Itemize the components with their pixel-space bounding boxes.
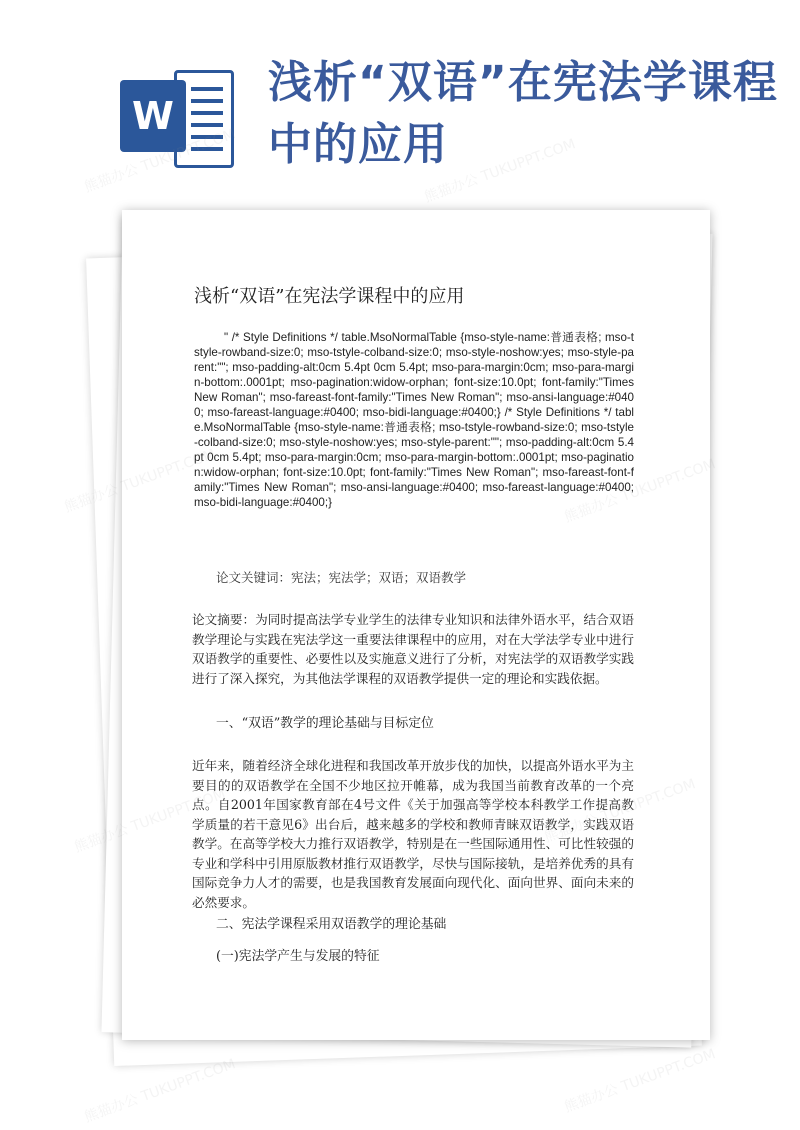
section-heading-1: 一、“双语”教学的理论基础与目标定位 — [216, 716, 434, 731]
keywords-line: 论文关键词：宪法；宪法学；双语；双语教学 — [216, 570, 467, 585]
banner-title: 浅析“双语”在宪法学课程中的应用 — [268, 57, 778, 170]
abstract-paragraph: 论文摘要：为同时提高法学专业学生的法律专业知识和法律外语水平，结合双语教学理论与实践在宪法学这一重要法律课程中的应用，对在大学法学专业中进行双语教学的重要性、必要性以及实施意义进行了分析，对宪法学的双语教学实践进行了深入探究，为其他法学课程的双语教学提供一定的理论和实践依据。 — [192, 612, 634, 686]
word-letter-badge: W — [120, 80, 186, 152]
subsection-heading-1: (一)宪法学产生与发展的特征 — [216, 949, 380, 964]
style-definitions-text: " /* Style Definitions */ table.MsoNormalTable {mso-style-name:普通表格; mso-tstyle-rowband-size:0; mso-tstyle-colband-size:0; mso-style-noshow:yes; mso-style-parent:""; mso-padding-alt:0cm 5.4pt 0cm 5.4pt; mso-para-margin:0cm; mso-para-margin-bottom:.0001pt; mso-pagination:widow-orphan; font-size:10.0pt; font-family:"Times New Roman"; mso-fareast-font-family:"Times New Roman"; mso-ansi-language:#0400; mso-fareast-language:#0400; mso-bidi-language:#0400;} /* Style Definitions */ table.MsoNormalTable {mso-style-name:普通表格; mso-tstyle-rowband-size:0; mso-tstyle-colband-size:0; mso-style-noshow:yes; mso-style-parent:""; mso-padding-alt:0cm 5.4pt 0cm 5.4pt; mso-para-margin:0cm; mso-para-margin-bottom:.0001pt; mso-pagination:widow-orphan; font-size:10.0pt; font-family:"Times New Roman"; mso-fareast-font-family:"Times New Roman"; mso-ansi-language:#0400; mso-fareast-language:#0400; mso-bidi-language:#0400;} — [194, 331, 634, 509]
document-title: 浅析“双语”在宪法学课程中的应用 — [194, 286, 465, 307]
watermark: 熊猫办公 — [72, 821, 131, 856]
word-document-icon — [120, 58, 240, 168]
watermark: 熊猫办公 TUKUPPT.COM — [562, 1046, 718, 1116]
watermark: 熊猫办公 TUKUPPT.COM — [82, 126, 238, 196]
watermark: 熊猫办公 TUKUPPT.COM — [422, 136, 578, 206]
document-page — [122, 210, 710, 1040]
section-1-body: 近年来，随着经济全球化进程和我国改革开放步伐的加快，以提高外语水平为主要目的的双语教学在全国不少地区拉开帷幕，成为我国当前教育改革的一个亮点。自2001年国家教育部在4号文件《关于加强高等学校本科教学工作提高教学质量的若干意见6》出台后，越来越多的学校和教师青睐双语教学，实践双语教学。在高等学校大力推行双语教学，特别是在一些国际通用性、可比性较强的专业和学科中引用原版教材推行双语教学，尽快与国际接轨，是培养优秀的具有国际竞争力人才的需要，也是我国教育发展面向现代化、面向世界、面向未来的必然要求。 — [192, 758, 634, 910]
watermark: 熊猫办公 — [62, 481, 121, 516]
watermark: 熊猫办公 TUKUPPT.COM — [82, 1056, 238, 1126]
section-heading-2: 二、宪法学课程采用双语教学的理论基础 — [216, 917, 447, 932]
